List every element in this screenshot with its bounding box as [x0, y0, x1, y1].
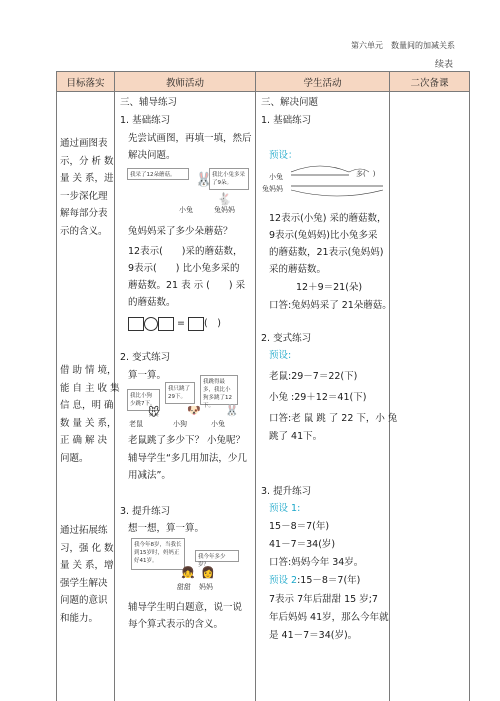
teacher-p2-line: 算一算。 [128, 370, 167, 381]
teacher-p1-fill: 9表示( ) 比小兔多采的 [128, 263, 240, 274]
teacher-p1-fill: 蘑菇数。21 表 示 ( ) 采 [128, 280, 246, 291]
goal-3: 通过拓展练 习，强 化 数 量 关 系，增 强学生解决 问题的意识 和能力。 [60, 525, 114, 624]
student-p1-answer: 12表示(小兔) 采的蘑菇数， [269, 213, 387, 224]
review-cell [390, 92, 470, 701]
rabbit-illustration-icon: 🐰 [195, 172, 213, 188]
student-p3-preset2-line [269, 573, 360, 588]
blank-box [158, 317, 174, 331]
line-diagram [291, 162, 387, 202]
col-header-student: 学生活动 [256, 72, 390, 92]
teacher-p3-title: 3. 提升练习 [120, 506, 171, 517]
student-p1-answer: 的蘑菇数，21表示(兔妈妈) [269, 247, 384, 258]
mouse-illustration-icon: 🐭 [148, 406, 160, 419]
student-p3-title: 3. 提升练习 [261, 486, 312, 497]
mouse-label: 老鼠 [129, 420, 143, 428]
girl-illustration-icon: 👧 [181, 566, 195, 579]
student-p1-answer: 采的蘑菇数。 [269, 264, 327, 275]
student-p3-preset1: 预设 1: [269, 503, 301, 514]
mama-label: 妈妈 [199, 583, 213, 591]
teacher-p1-line: 先尝试画图，再填一填，然后 [128, 133, 252, 144]
teacher-p2-guide: 用减法”。 [128, 470, 171, 481]
diagram-rabbit-label: 小兔 [269, 173, 283, 181]
student-p3-eq: :15－8＝7(年) [297, 575, 361, 586]
col-header-goal: 目标落实 [57, 72, 115, 92]
teacher-p1-fill: 12表示( )采的蘑菇数， [128, 246, 243, 257]
student-p3-preset2: 预设 2 [269, 575, 298, 586]
tiantian-label: 甜甜 [177, 583, 191, 591]
teacher-p1-title: 1. 基础练习 [120, 115, 171, 126]
speech-bubble-mother-rabbit: 我比小兔多采了9朵。 [209, 168, 249, 190]
mother-rabbit-illustration-icon: 🐇 [217, 192, 232, 206]
student-p2-line: 跳了 41下。 [269, 431, 323, 442]
teacher-section-title: 三、辅导练习 [120, 97, 178, 108]
goal-2: 借 助 情 境， 能 自 主 收 集 信 息，明 确 数 量 关 系， 正 确 解 决 问题。 [60, 365, 120, 464]
speech-bubble-rabbit2: 我跳得最多，我比小狗多跳了12下。 [200, 375, 238, 405]
rabbit2-label: 小兔 [211, 420, 225, 428]
table-body-row [57, 92, 470, 701]
student-p3-line: 15－8＝7(年) [269, 521, 330, 532]
student-p3-line: 41－7＝34(岁) [269, 539, 336, 550]
student-p3-line: 7表示 7年后甜甜 15 岁;7 [269, 594, 378, 605]
diagram-mother-label: 兔妈妈 [262, 185, 283, 193]
speech-bubble-mom: 我今年8岁，当我长到15岁时，妈妈正好41岁。 [131, 538, 185, 570]
teacher-p3-guide: 辅导学生明白题意，说一说 [128, 602, 243, 613]
dog-label: 小狗 [173, 420, 187, 428]
teacher-p2-title: 2. 变式练习 [120, 352, 171, 363]
unit-blank: ( ) [204, 318, 221, 329]
unit-title: 第六单元 数量间的加减关系 [351, 41, 455, 50]
speech-bubble-rabbit: 我采了12朵蘑菇。 [127, 168, 189, 180]
speech-bubble-girl: 我今年多少岁？ [195, 550, 239, 562]
student-p3-line: 口答:妈妈今年 34岁。 [269, 557, 364, 568]
student-section-title: 三、解决问题 [261, 97, 319, 108]
blank-box [128, 317, 144, 331]
student-p2-line: 小兔 :29＋12＝41(下) [269, 392, 367, 403]
teacher-p2-question: 老鼠跳了多少下？ 小兔呢？ [128, 435, 246, 446]
blank-box [188, 317, 204, 331]
col-header-review: 二次备课 [390, 72, 470, 92]
teacher-p1-line: 解决问题。 [128, 150, 176, 161]
goal-1: 通过画图表 示，分 析 数 量 关 系，进 一步深化理 解每部分表 示的含义。 [60, 138, 114, 237]
student-p3-line: 是 41－7＝34(岁)。 [269, 630, 358, 641]
student-p2-line: 口答:老 鼠 跳 了 22 下，小 兔 [269, 413, 398, 424]
student-p1-equation: 12＋9＝21(朵) [296, 282, 363, 293]
operator-circle [144, 317, 158, 331]
student-p2-line: 老鼠:29－7＝22(下) [269, 371, 358, 382]
mother-illustration-icon: 👩 [201, 566, 215, 579]
rabbit-label: 小兔 [179, 206, 193, 214]
rabbit2-illustration-icon: 🐰 [225, 404, 239, 417]
col-header-teacher: 教师活动 [115, 72, 256, 92]
lesson-table [56, 71, 470, 701]
student-p1-answer: 9表示(兔妈妈)比小兔多采 [269, 230, 378, 241]
table-header-row [57, 72, 470, 92]
teacher-p3-line: 想一想，算一算。 [128, 523, 205, 534]
student-p1-title: 1. 基础练习 [261, 115, 312, 126]
teacher-cell [115, 92, 256, 701]
equation-template: = ( ) [128, 316, 221, 331]
student-preset-label: 预设： [269, 150, 298, 161]
speech-bubble-dog: 我只跳了29下。 [165, 382, 195, 404]
student-p3-line: 年后妈妈 41岁，那么今年就 [269, 612, 389, 623]
student-p2-title: 2. 变式练习 [261, 333, 312, 344]
continued-label: 续表 [435, 60, 454, 70]
student-p1-oral-answer: 口答:兔妈妈采了 21朵蘑菇。 [269, 300, 392, 311]
student-p2-preset: 预设: [269, 350, 292, 361]
mother-rabbit-label: 兔妈妈 [214, 206, 235, 214]
teacher-p1-fill: 的蘑菇数。 [128, 297, 176, 308]
diagram-more-label: 多( ) [356, 170, 376, 178]
goal-cell [57, 92, 120, 701]
teacher-p3-guide: 每个算式表示的含义。 [128, 619, 224, 630]
student-cell [256, 92, 398, 701]
teacher-p1-question: 兔妈妈采了多少朵蘑菇？ [128, 226, 233, 237]
teacher-p2-guide: 辅导学生“多几用加法，少几 [128, 453, 247, 464]
speech-bubble-mouse: 我比小狗少跳7下。 [127, 389, 160, 411]
dog-illustration-icon: 🐶 [187, 404, 201, 417]
